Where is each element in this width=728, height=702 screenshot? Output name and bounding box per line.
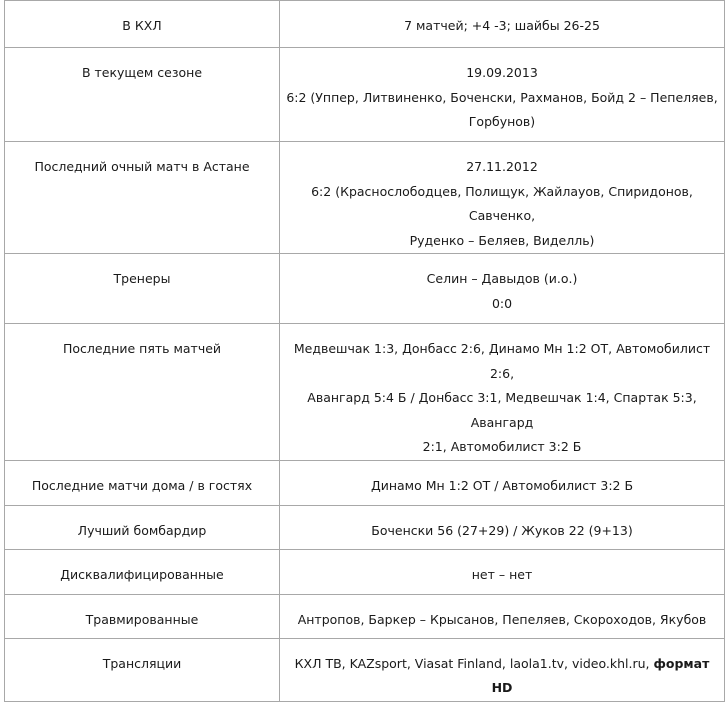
row-value <box>280 638 725 701</box>
row-label: В КХЛ <box>5 1 280 48</box>
row-label: Травмированные <box>5 594 280 638</box>
row-value <box>280 142 725 254</box>
row-label: Последние пять матчей <box>5 324 280 461</box>
row-label: Трансляции <box>5 638 280 701</box>
row-label: Лучший бомбардир <box>5 505 280 549</box>
table-row <box>5 324 725 461</box>
value-line: Медвешчак 1:3, Донбасс 2:6, Динамо Мн 1:2 ОТ, Автомобилист 2:6, <box>293 341 711 381</box>
value-line <box>284 652 720 701</box>
row-value <box>280 254 725 324</box>
table-row <box>5 254 725 324</box>
value-line: Боченски 56 (27+29) / Жуков 22 (9+13) <box>371 522 633 538</box>
row-value <box>280 505 725 549</box>
value-line: Руденко – Беляев, Виделль) <box>409 232 595 248</box>
row-value <box>280 549 725 594</box>
row-label: Тренеры <box>5 254 280 324</box>
value-line: 6:2 (Уппер, Литвиненко, Боченски, Рахманов, Бойд 2 – Пепеляев, <box>286 89 718 105</box>
row-label: Последний очный матч в Астане <box>5 142 280 254</box>
row-value <box>280 460 725 505</box>
value-line: 2:1, Автомобилист 3:2 Б <box>422 439 582 454</box>
value-line: Горбунов) <box>468 114 536 129</box>
table-row <box>5 638 725 701</box>
value-line: Авангард 5:4 Б / Донбасс 3:1, Медвешчак 1:4, Спартак 5:3, Авангард <box>307 390 697 430</box>
table-row <box>5 505 725 549</box>
value-line: нет – нет <box>471 566 533 582</box>
value-line: 7 матчей; +4 -3; шайбы 26-25 <box>404 18 600 33</box>
table-row <box>5 594 725 638</box>
table-row <box>5 460 725 505</box>
row-value <box>280 1 725 48</box>
table-row <box>5 142 725 254</box>
value-line: 19.09.2013 <box>466 65 538 80</box>
table-row <box>5 549 725 594</box>
row-value <box>280 48 725 142</box>
table-row <box>5 48 725 142</box>
table-row <box>5 1 725 48</box>
row-label: Дисквалифицированные <box>5 549 280 594</box>
value-line: 6:2 (Краснослободцев, Полищук, Жайлауов, Спиридонов, Савченко, <box>311 183 693 223</box>
row-label: Последние матчи дома / в гостях <box>5 460 280 505</box>
value-line: Селин – Давыдов (и.о.) <box>426 271 578 286</box>
value-line: 0:0 <box>491 295 513 311</box>
broadcast-list: КХЛ ТВ, KAZsport, Viasat Finland, laola1.tv, video.khl.ru, <box>294 655 650 671</box>
row-label: В текущем сезоне <box>5 48 280 142</box>
hd-format-label: формат HD <box>491 655 710 695</box>
value-line: Динамо Мн 1:2 ОТ / Автомобилист 3:2 Б <box>370 477 634 493</box>
value-line: Антропов, Баркер – Крысанов, Пепеляев, Скороходов, Якубов <box>297 611 707 627</box>
row-value <box>280 594 725 638</box>
value-line: 27.11.2012 <box>466 159 538 174</box>
match-info-table <box>4 0 725 702</box>
row-value <box>280 324 725 461</box>
